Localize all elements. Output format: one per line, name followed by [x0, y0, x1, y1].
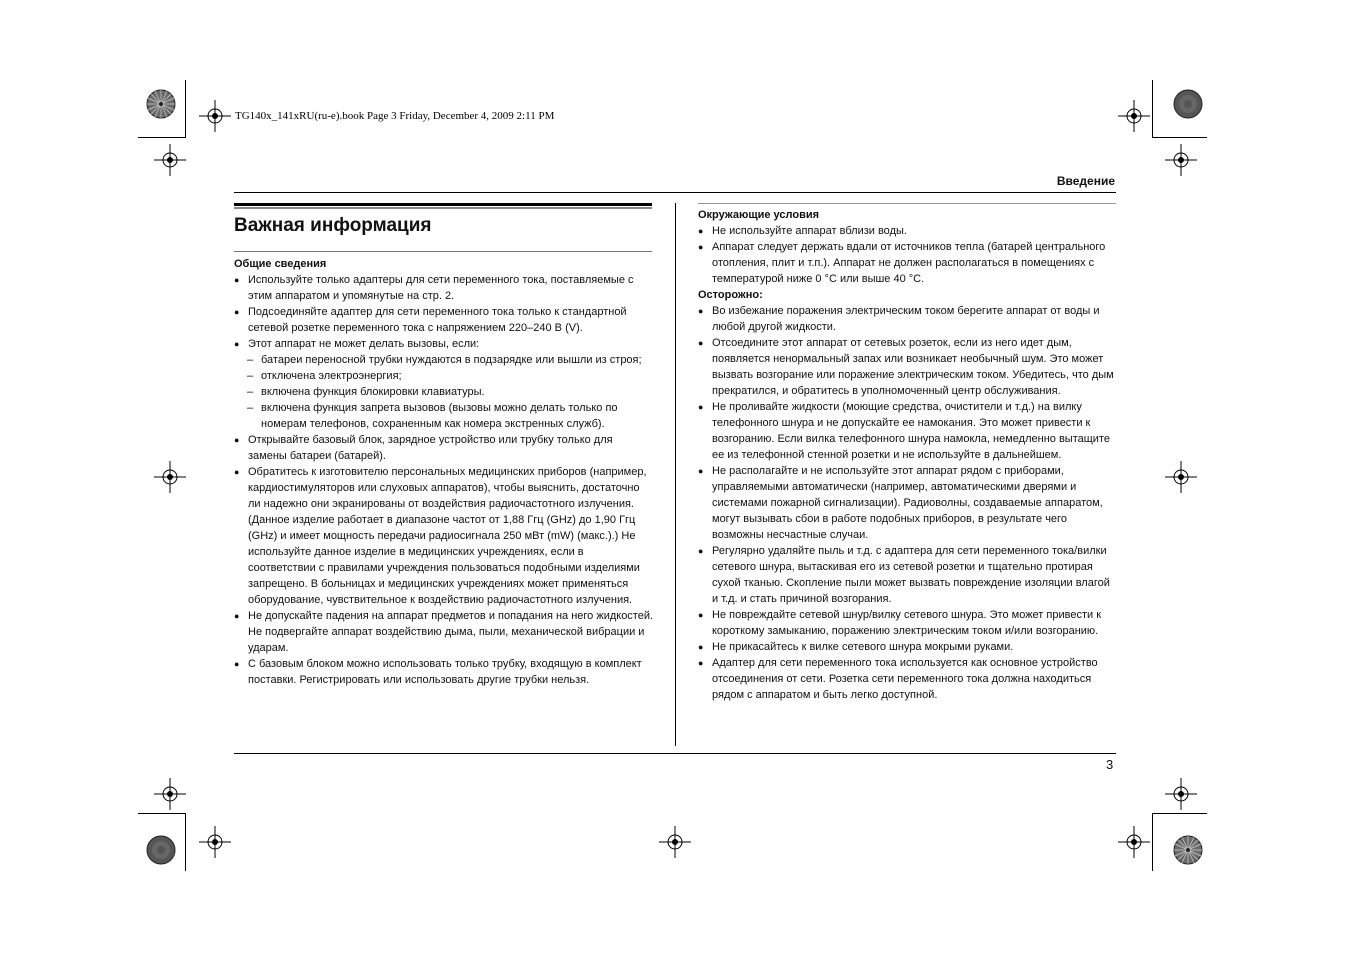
footer-rule [234, 753, 1116, 754]
registration-star-icon [1173, 89, 1203, 119]
crop-line [138, 813, 185, 814]
list-item: ● Отсоедините этот аппарат от сетевых розеток, если из него идет дым, появляется ненормальный запах или возникает необычный шум. Это может вызвать возгорание или поражение электрическим током. Убедитесь, что дым прекратился, и обратитесь в уполномоченный центр обслуживания. [698, 335, 1118, 399]
page-number: 3 [1106, 757, 1114, 772]
list-item: ● Не используйте аппарат вблизи воды. [698, 223, 1118, 239]
list-item: ● Не прикасайтесь к вилке сетевого шнура мокрыми руками. [698, 639, 1118, 655]
header-rule [234, 192, 1116, 193]
crop-line [1152, 137, 1207, 138]
right-column [698, 207, 1118, 703]
list-item: ● С базовым блоком можно использовать только трубку, входящую в комплект поставки. Регистрировать или использовать другие трубки нельзя. [234, 656, 654, 688]
chapter-title: Введение [1056, 174, 1115, 188]
registration-mark-icon [154, 144, 186, 176]
sub-list-item: – отключена электроэнергия; [234, 368, 654, 384]
section-heading: Общие сведения [234, 258, 327, 270]
registration-mark-icon [199, 826, 231, 858]
list-item: ● Регулярно удаляйте пыль и т.д. с адаптера для сети переменного тока/вилки сетевого шнура, вытаскивая его из сетевой розетки и тщательно протирая сухой тканью. Скопление пыли может вызвать повреждение изоляции влагой и т.д. и стать причиной возгорания. [698, 543, 1118, 607]
column-rule [698, 203, 1116, 204]
registration-star-icon [1173, 835, 1203, 865]
list-item: ● Адаптер для сети переменного тока используется как основное устройство отсоединения от сети. Розетка сети переменного тока должна находиться рядом с аппаратом и быть легко доступной. [698, 655, 1118, 703]
title-bar [234, 203, 652, 206]
section-heading: Окружающие условия [698, 209, 820, 221]
registration-mark-icon [1118, 100, 1150, 132]
registration-mark-icon [1165, 778, 1197, 810]
list-item: ● Во избежание поражения электрическим током берегите аппарат от воды и любой другой жидкости. [698, 303, 1118, 335]
sub-list-item: – батареи переносной трубки нуждаются в подзарядке или вышли из строя; [234, 352, 654, 368]
page-title: Важная информация [234, 215, 432, 236]
file-info: TG140x_141xRU(ru-e).book Page 3 Friday, December 4, 2009 2:11 PM [235, 110, 555, 122]
crop-line [1152, 80, 1153, 138]
registration-star-icon [146, 89, 176, 119]
title-underline [234, 251, 652, 252]
registration-mark-icon [1118, 826, 1150, 858]
list-item: ● Не допускайте падения на аппарат предметов и попадания на него жидкостей. Не подвергайте аппарат воздействию дыма, пыли, механической вибрации и ударам. [234, 608, 654, 656]
sub-list-item: – включена функция запрета вызовов (вызовы можно делать только по номерам телефонов, сохраненным как номера экстренных служб). [234, 400, 654, 432]
registration-star-icon [146, 835, 176, 865]
list-item: ● Обратитесь к изготовителю персональных медицинских приборов (например, кардиостимуляторов или слуховых аппаратов), чтобы выяснить, достаточно ли надежно они экранированы от воздействия радиочастотного излучения. (Данное изделие работает в диапазоне частот от 1,88 Ггц (GHz) до 1,90 Ггц (GHz) и имеет мощность передачи радиосигнала 250 мВт (mW) (макс.).) Не используйте данное изделие в медицинских учреждениях, если в соответствии с правилами учреждения пользоваться подобными изделиями запрещено. В больницах и медицинских учреждениях может применяться оборудование, чувствительное к воздействию радиочастотного излучения. [234, 464, 654, 608]
registration-mark-icon [199, 100, 231, 132]
crop-line [138, 137, 185, 138]
title-bar [234, 207, 652, 209]
sub-list-item: – включена функция блокировки клавиатуры. [234, 384, 654, 400]
crop-line [185, 813, 186, 871]
registration-mark-icon [659, 826, 691, 858]
registration-mark-icon [1165, 461, 1197, 493]
list-item: ● Используйте только адаптеры для сети переменного тока, поставляемые с этим аппаратом и упомянутые на стр. 2. [234, 272, 654, 304]
registration-mark-icon [1165, 144, 1197, 176]
registration-mark-icon [154, 461, 186, 493]
list-item: ● Подсоединяйте адаптер для сети переменного тока только к стандартной сетевой розетке переменного тока с напряжением 220–240 В (V). [234, 304, 654, 336]
column-divider [675, 203, 676, 746]
list-item: ● Этот аппарат не может делать вызовы, если: [234, 336, 654, 352]
crop-line [1152, 813, 1153, 871]
registration-mark-icon [154, 778, 186, 810]
list-item: ● Аппарат следует держать вдали от источников тепла (батарей центрального отопления, плит и т.п.). Аппарат не должен располагаться в помещениях с температурой ниже 0 °C или выше 40 °C. [698, 239, 1118, 287]
list-item: ● Не располагайте и не используйте этот аппарат рядом с приборами, управляемыми автоматически (например, автоматическими дверями и системами пожарной сигнализации). Радиоволны, создаваемые аппаратом, могут вызывать сбои в работе подобных приборов, в результате чего возможны несчастные случаи. [698, 463, 1118, 543]
crop-line [185, 80, 186, 138]
list-item: ● Не повреждайте сетевой шнур/вилку сетевого шнура. Это может привести к короткому замыканию, поражению электрическим током и/или возгоранию. [698, 607, 1118, 639]
left-column [234, 256, 654, 688]
list-item: ● Не проливайте жидкости (моющие средства, очистители и т.д.) на вилку телефонного шнура и не допускайте ее намокания. Это может привести к возгоранию. Если вилка телефонного шнура намокла, немедленно вытащите ее из телефонной стенной розетки и не используйте в дальнейшем. [698, 399, 1118, 463]
crop-line [1152, 813, 1207, 814]
caution-heading: Осторожно: [698, 289, 763, 301]
list-item: ● Открывайте базовый блок, зарядное устройство или трубку только для замены батареи (батарей). [234, 432, 654, 464]
